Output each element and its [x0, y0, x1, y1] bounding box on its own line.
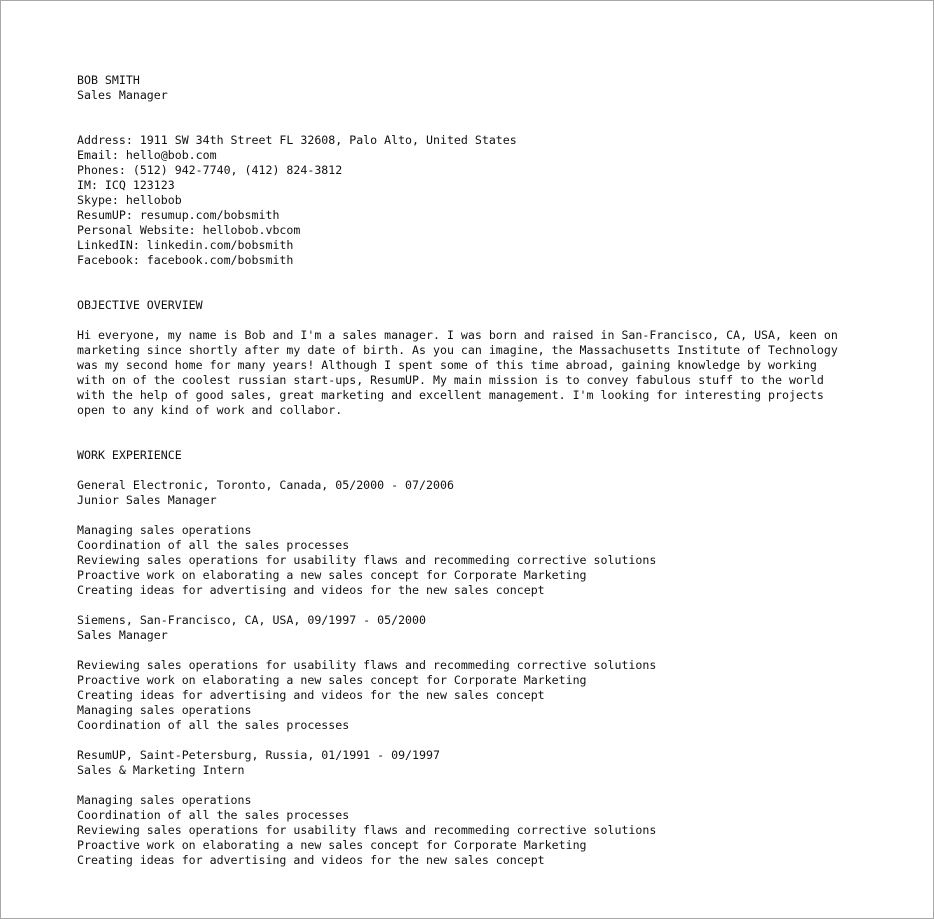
objective-line: was my second home for many years! Although I spent some of this time abroad, gaining knowledge by working: [77, 358, 817, 372]
spacer: [77, 508, 877, 523]
objective-line: open to any kind of work and collabor.: [77, 403, 343, 417]
objective-line: with the help of good sales, great marketing and excellent management. I'm looking for interesting projects: [77, 388, 824, 402]
job-duty: Creating ideas for advertising and videos for the new sales concept: [77, 583, 545, 597]
job-duty: Proactive work on elaborating a new sales concept for Corporate Marketing: [77, 673, 587, 687]
contact-resumup: ResumUP: resumup.com/bobsmith: [77, 208, 280, 222]
job-duty: Coordination of all the sales processes: [77, 538, 350, 552]
spacer: [77, 643, 877, 658]
objective-line: marketing since shortly after my date of birth. As you can imagine, the Massachusetts Institute of Technology: [77, 343, 838, 357]
contact-website: Personal Website: hellobob.vbcom: [77, 223, 301, 237]
spacer: [77, 598, 877, 613]
job-duty: Reviewing sales operations for usability flaws and recommeding corrective solutions: [77, 823, 657, 837]
spacer: [77, 313, 877, 328]
candidate-name: BOB SMITH: [77, 73, 140, 87]
contact-address: Address: 1911 SW 34th Street FL 32608, Palo Alto, United States: [77, 133, 517, 147]
objective-line: Hi everyone, my name is Bob and I'm a sales manager. I was born and raised in San-Francisco, CA, USA, keen on: [77, 328, 838, 342]
job-duty: Reviewing sales operations for usability flaws and recommeding corrective solutions: [77, 553, 657, 567]
spacer: [77, 463, 877, 478]
spacer: [77, 778, 877, 793]
work-heading: WORK EXPERIENCE: [77, 448, 182, 462]
job-company: ResumUP, Saint-Petersburg, Russia, 01/1991 - 09/1997: [77, 748, 440, 762]
objective-paragraph: [77, 328, 877, 418]
contact-skype: Skype: hellobob: [77, 193, 182, 207]
contact-block: [77, 133, 877, 268]
job-duty: Managing sales operations: [77, 793, 252, 807]
spacer: [77, 733, 877, 748]
job-duty: Reviewing sales operations for usability flaws and recommeding corrective solutions: [77, 658, 657, 672]
spacer: [77, 268, 877, 298]
contact-im: IM: ICQ 123123: [77, 178, 175, 192]
resume-content: [77, 73, 877, 868]
job-company: General Electronic, Toronto, Canada, 05/2000 - 07/2006: [77, 478, 454, 492]
objective-heading: OBJECTIVE OVERVIEW: [77, 298, 203, 312]
spacer: [77, 418, 877, 448]
job-duty: Creating ideas for advertising and videos for the new sales concept: [77, 688, 545, 702]
job-duty: Coordination of all the sales processes: [77, 808, 350, 822]
job-duty: Creating ideas for advertising and videos for the new sales concept: [77, 853, 545, 867]
job-entry: [77, 748, 877, 868]
job-role: Junior Sales Manager: [77, 493, 217, 507]
job-entry: [77, 613, 877, 733]
contact-email: Email: hello@bob.com: [77, 148, 217, 162]
candidate-title: Sales Manager: [77, 88, 168, 102]
objective-line: with on of the coolest russian start-ups, ResumUP. My main mission is to convey fabulous stuff to the world: [77, 373, 824, 387]
job-entry: [77, 478, 877, 598]
job-duty: Managing sales operations: [77, 523, 252, 537]
job-duty: Managing sales operations: [77, 703, 252, 717]
job-role: Sales Manager: [77, 628, 168, 642]
job-duty: Coordination of all the sales processes: [77, 718, 350, 732]
job-role: Sales & Marketing Intern: [77, 763, 245, 777]
job-company: Siemens, San-Francisco, CA, USA, 09/1997 - 05/2000: [77, 613, 427, 627]
spacer: [77, 103, 877, 133]
contact-linkedin: LinkedIN: linkedin.com/bobsmith: [77, 238, 294, 252]
job-duty: Proactive work on elaborating a new sales concept for Corporate Marketing: [77, 838, 587, 852]
contact-phones: Phones: (512) 942-7740, (412) 824-3812: [77, 163, 343, 177]
job-duty: Proactive work on elaborating a new sales concept for Corporate Marketing: [77, 568, 587, 582]
contact-facebook: Facebook: facebook.com/bobsmith: [77, 253, 294, 267]
